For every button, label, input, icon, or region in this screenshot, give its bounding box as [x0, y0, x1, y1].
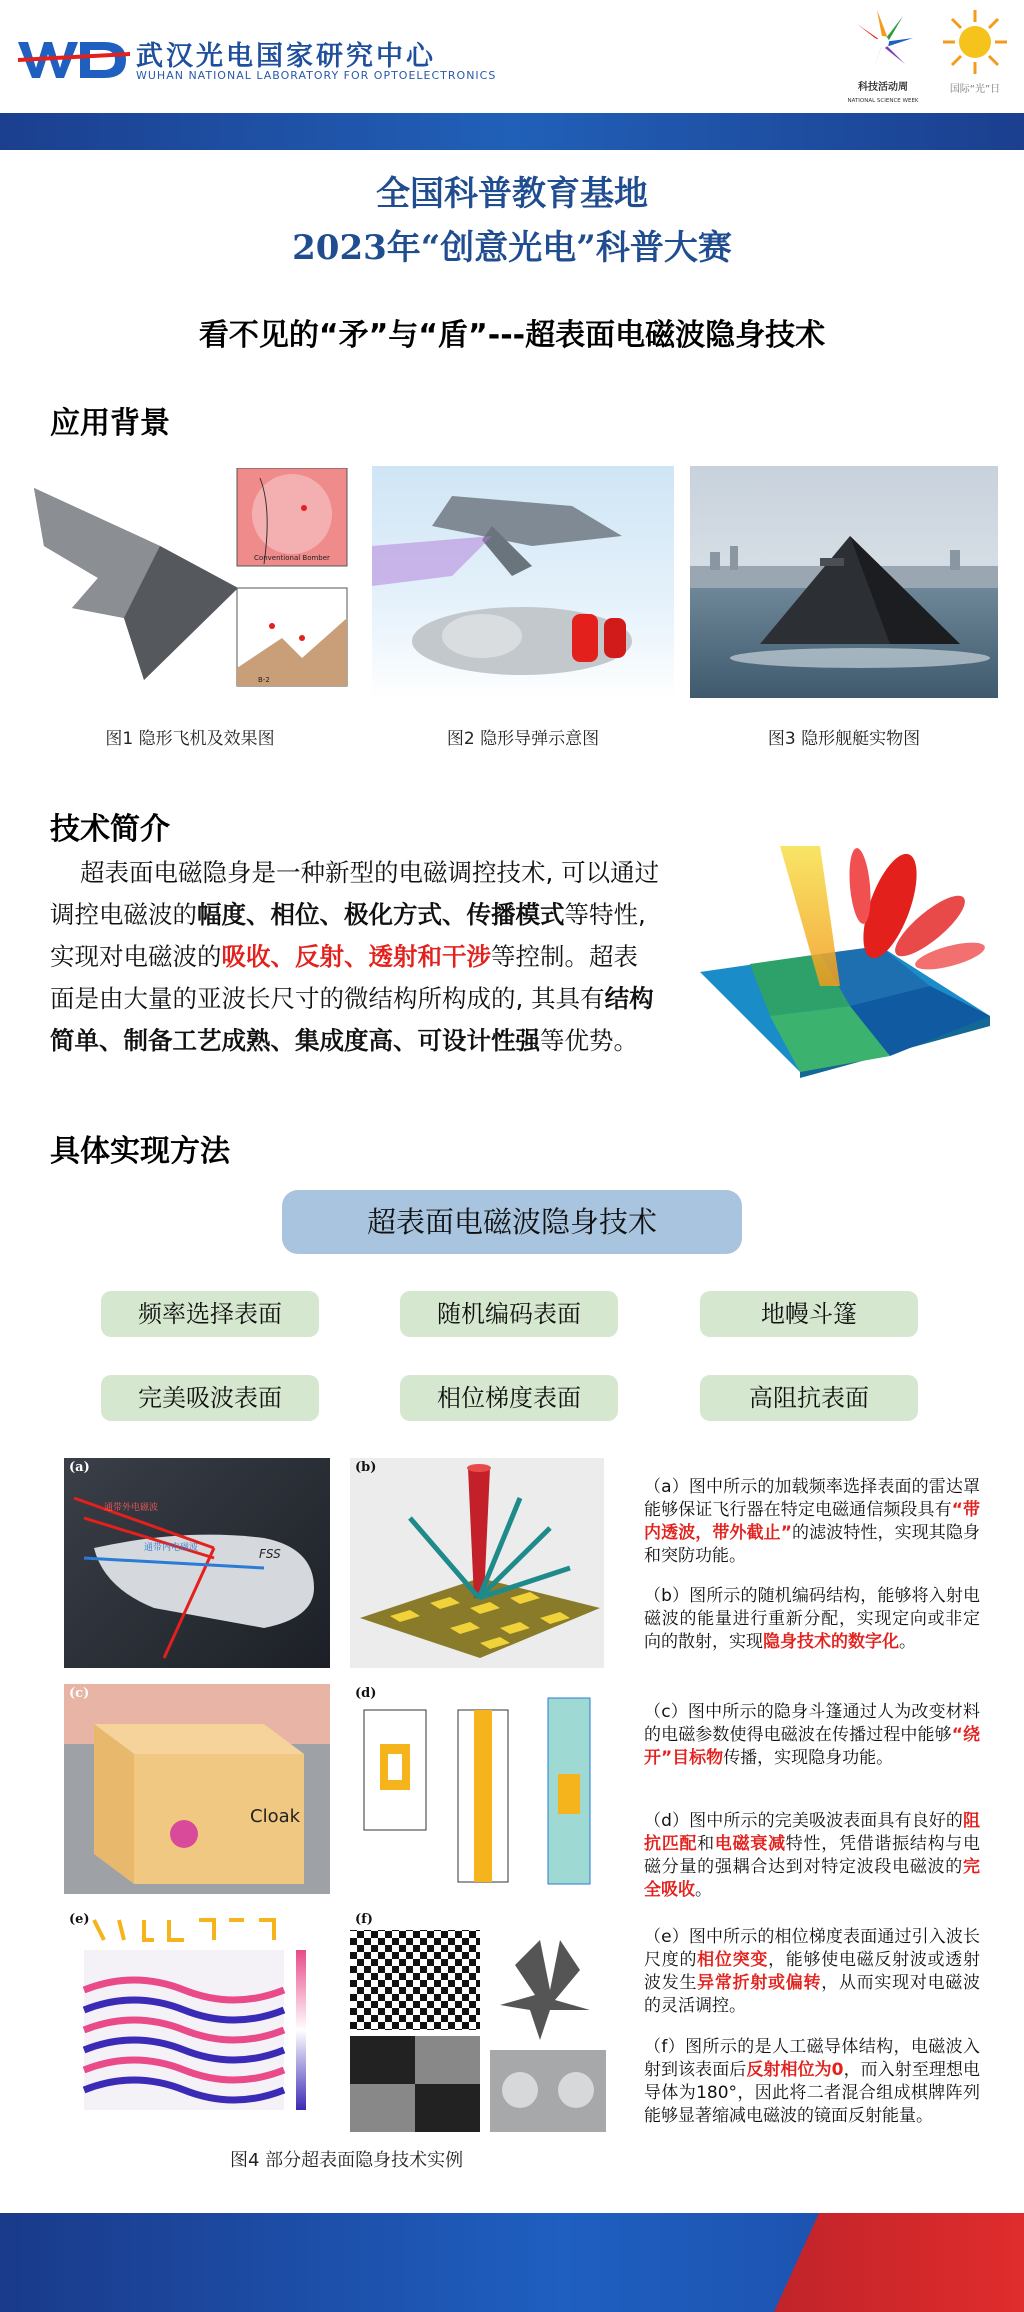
intro-red-1: 吸收、反射、透射和干涉: [221, 942, 491, 971]
desc-a-text-2: 的滤波特性，实现其隐身和突防功能。: [644, 1523, 980, 1566]
desc-a-red: “带内透波，带外截止”: [644, 1500, 980, 1543]
desc-b-text-1: （b）图所示的随机编码结构，能够将入射电磁波的能量进行重新分配，实现定向或非定向的散射，实现: [644, 1586, 980, 1652]
fig3-caption: 图3 隐形舰艇实物图: [767, 729, 921, 749]
desc-b-text-2: 。: [899, 1632, 916, 1652]
fig4-caption: 图4 部分超表面隐身技术实例: [230, 2150, 464, 2171]
figure-stealth-aircraft: [32, 468, 348, 688]
fig1-caption: 图1 隐形飞机及效果图: [105, 729, 275, 749]
footer-accent: [774, 2213, 1024, 2312]
fig1-label-b2: B-2: [258, 676, 270, 684]
panel-f-amc: [350, 1910, 606, 2132]
desc-d-red-2: 电磁衰减: [714, 1834, 786, 1854]
header-band: [0, 113, 1024, 150]
fig2-caption: 图2 隐形导弹示意图: [446, 729, 600, 749]
panel-a-fss-text: FSS: [259, 1547, 281, 1561]
panel-b-coding-surface: [350, 1458, 604, 1668]
panel-d-label: (d): [355, 1686, 377, 1701]
method-coding-box: 随机编码表面: [400, 1291, 618, 1337]
method-phase-gradient-box: 相位梯度表面: [400, 1375, 618, 1421]
cloak-icon: [64, 1684, 330, 1894]
phase-gradient-icon: [64, 1910, 330, 2132]
intro-bold-1: 幅度、相位、极化方式、传播模式: [197, 900, 565, 929]
radome-icon: [64, 1458, 330, 1668]
panel-c-label: (c): [69, 1686, 90, 1701]
header: [0, 0, 1024, 108]
org-name-en: WUHAN NATIONAL LABORATORY FOR OPTOELECTRONICS: [136, 69, 497, 82]
desc-e-red-1: 相位突变: [697, 1950, 769, 1970]
section-heading-background: 应用背景: [50, 406, 170, 441]
desc-d-mid: 和: [697, 1834, 715, 1854]
method-high-impedance-box: 高阻抗表面: [700, 1375, 918, 1421]
intro-text-4: 等优势。: [540, 1026, 638, 1055]
intro-paragraph: [50, 852, 662, 1062]
method-root-box: 超表面电磁波隐身技术: [282, 1190, 742, 1254]
panel-a-outband-text: 通带外电磁波: [104, 1503, 159, 1513]
page-subtitle: 看不见的“矛”与“盾”---超表面电磁波隐身技术: [198, 318, 826, 353]
badge-light-cn: 国际“光”日: [949, 84, 1001, 95]
panel-c-mantle-cloak: [64, 1684, 330, 1894]
section-heading-intro: 技术简介: [50, 812, 170, 847]
panel-a-label: (a): [69, 1460, 90, 1475]
desc-f-red: 反射相位为0: [746, 2060, 844, 2080]
desc-d-red-3: 完全吸收: [644, 1857, 980, 1900]
desc-c-text-1: （c）图中所示的隐身斗篷通过人为改变材料的电磁参数使得电磁波在传播过程中能够: [644, 1702, 980, 1745]
figure-metasurface-scatter: [690, 846, 1000, 1078]
title-line-1: 全国科普教育基地: [376, 174, 648, 214]
desc-f: [644, 2036, 980, 2128]
desc-a-text-1: （a）图中所示的加载频率选择表面的雷达罩能够保证飞行器在特定电磁通信频段具有: [644, 1477, 980, 1520]
badge-nsw-en: NATIONAL SCIENCE WEEK: [847, 98, 919, 104]
method-absorber-box: 完美吸波表面: [101, 1375, 319, 1421]
desc-e-red-2: 异常折射或偏转: [697, 1973, 822, 1993]
desc-c-red: “绕开”目标物: [644, 1725, 980, 1768]
desc-e-text-1: （e）图中所示的相位梯度表面通过引入波长尺度的: [644, 1927, 980, 1970]
org-name-cn: 武汉光电国家研究中心: [136, 41, 436, 72]
desc-e: [644, 1926, 980, 2018]
wnlo-logo-icon: [18, 38, 130, 82]
panel-a-fss-radome: [64, 1458, 330, 1668]
absorber-unit-icon: [350, 1684, 606, 1894]
desc-f-text-1: （f）图所示的是人工磁导体结构，电磁波入射到该表面后: [644, 2037, 980, 2080]
desc-e-text-2: ，能够使电磁反射波或透射波发生: [644, 1950, 981, 1993]
desc-c: [644, 1701, 980, 1770]
section-heading-method: 具体实现方法: [50, 1134, 230, 1169]
title-line-2: 2023年“创意光电”科普大赛: [292, 228, 732, 268]
footer-band: [0, 2213, 1024, 2312]
panel-e-label: (e): [69, 1912, 90, 1927]
intro-bold-2: 结构简单、制备工艺成熟、集成度高、可设计性强: [50, 984, 654, 1055]
desc-b: [644, 1585, 980, 1654]
desc-d-text-1: （d）图中所示的完美吸波表面具有良好的: [644, 1811, 963, 1831]
desc-e-text-3: ，从而实现对电磁波的灵活调控。: [644, 1973, 981, 2016]
method-mantle-cloak-box: 地幔斗篷: [700, 1291, 918, 1337]
intro-text-3: 等控制。超表面是由大量的亚波长尺寸的微结构所构成的, 其具有: [50, 942, 638, 1013]
desc-b-red: 隐身技术的数字化: [763, 1632, 899, 1652]
intro-text-2: 等特性,实现对电磁波的: [50, 900, 646, 971]
panel-e-phase-gradient: [64, 1910, 330, 2132]
metasurface-beam-icon: [690, 846, 1000, 1078]
light-day-logo-icon: [930, 4, 1020, 104]
science-week-logo-icon: [838, 6, 928, 106]
figure-stealth-ship: [690, 466, 998, 698]
desc-d: [644, 1810, 980, 1902]
desc-f-text-2: ，而入射至理想电导体为180°，因此将二者混合组成棋牌阵列能够显著缩减电磁波的镜面反射能量。: [644, 2060, 981, 2126]
stealth-ship-icon: [690, 466, 998, 698]
figure-stealth-missile: [372, 466, 674, 700]
desc-d-text-2: 特性，凭借谐振结构与电磁分量的强耦合达到对特定波段电磁波的: [644, 1834, 981, 1877]
stealth-missile-icon: [372, 466, 674, 700]
panel-a-inband-text: 通带内电磁波: [144, 1543, 199, 1553]
desc-d-red-1: 阻抗匹配: [644, 1811, 980, 1854]
panel-d-absorber: [350, 1684, 606, 1894]
desc-d-text-3: 。: [695, 1880, 712, 1900]
fig1-label-conventional: Conventional Bomber: [254, 554, 330, 562]
panel-b-label: (b): [355, 1460, 377, 1475]
badge-nsw-cn: 科技活动周: [858, 82, 908, 93]
panel-f-label: (f): [355, 1912, 373, 1927]
method-fss-box: 频率选择表面: [101, 1291, 319, 1337]
desc-c-text-2: 传播，实现隐身功能。: [723, 1748, 894, 1768]
intro-text-1: 超表面电磁隐身是一种新型的电磁调控技术, 可以通过调控电磁波的: [50, 858, 660, 929]
panel-c-cloak-text: Cloak: [250, 1806, 301, 1827]
stealth-bomber-icon: [32, 468, 348, 688]
coding-surface-icon: [350, 1458, 604, 1668]
checkerboard-amc-icon: [350, 1910, 606, 2132]
desc-a: [644, 1476, 980, 1568]
